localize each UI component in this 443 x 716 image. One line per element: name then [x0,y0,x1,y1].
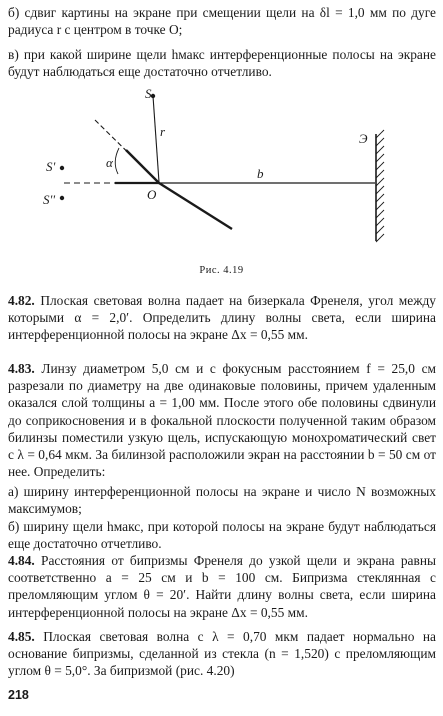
label-s-prime: S' [46,159,56,174]
problem-text: а) ширину интерференционной полосы на экране и число N возможных максимумов; [8,484,436,517]
figure-4-19 [0,86,443,286]
problem-text: Плоская световая волна падает на бизеркала Френеля, угол между которыми α = 2,0′. Определить длину волны света, если ширина интерференционной полосы на экране Δx = 0,55 мм. [8,293,436,343]
problem-4-83-part-b [8,518,436,552]
screen-hatching [376,130,384,242]
label-source: S [145,86,152,101]
intro-item-v: в) при какой ширине щели hмакс интерференционные полосы на экране будут наблюдаться еще достаточно отчетливо. [8,47,436,80]
problem-text: Линзу диаметром 5,0 см и с фокусным расстоянием f = 25,0 см разрезали по диаметру на две одинаковые половины, причем удаленным оказался слой толщины a = 1,00 мм. После этого обе половины сдвинули до соприкосновения и в фокальной плоскости полученной таким образом билинзы поместили узкую щель, испускающую монохроматический свет с λ = 0,64 мкм. За билинзой расположили экран на расстоянии b = 50 см от нее. Определить: [8,361,436,480]
label-s-double-prime: S'' [43,192,56,207]
problem-number: 4.84. [8,553,35,568]
label-distance: b [257,166,264,181]
problem-4-85 [8,628,436,680]
problem-number: 4.85. [8,629,35,644]
figure-caption: Рис. 4.19 [199,265,244,276]
image-point-1 [60,166,64,170]
label-radius: r [160,124,166,139]
problem-text: б) ширину щели hмакс, при которой полосы на экране будут наблюдаться еще достаточно отчетливо. [8,519,436,552]
intro-item-b: б) сдвиг картины на экране при смещении щели на δl = 1,0 мм по дуге радиуса r с центром в точке O; [8,5,436,38]
label-angle: α [106,155,113,170]
image-point-2 [60,196,64,200]
label-center: O [147,187,157,202]
problem-number: 4.82. [8,293,35,308]
angle-arc [115,148,119,174]
problem-4-83-part-a [8,483,436,517]
problem-4-83 [8,360,436,480]
mirror-1-line [126,150,159,183]
problem-4-82 [8,292,436,344]
problem-4-84 [8,552,436,621]
problem-text: Расстояния от бипризмы Френеля до узкой щели и экрана равны соответственно a = 25 см и b = 100 см. Бипризма стеклянная с преломляющим углом θ = 20′. Найти длину волны света, если ширина интерференционной полосы на экране Δx = 0,55 мм. [8,553,436,620]
page-number: 218 [8,688,29,702]
problem-number: 4.83. [8,361,35,376]
radius-line [153,96,159,182]
mirror-2-line [159,183,232,229]
fresnel-mirror-diagram [0,86,443,286]
label-screen: Э [359,131,368,146]
problem-text: Плоская световая волна с λ = 0,70 мкм падает нормально на основание бипризмы, сделанной из стекла (n = 1,520) с преломляющим углом θ = 5,0°. За бипризмой (рис. 4.20) [8,629,436,679]
